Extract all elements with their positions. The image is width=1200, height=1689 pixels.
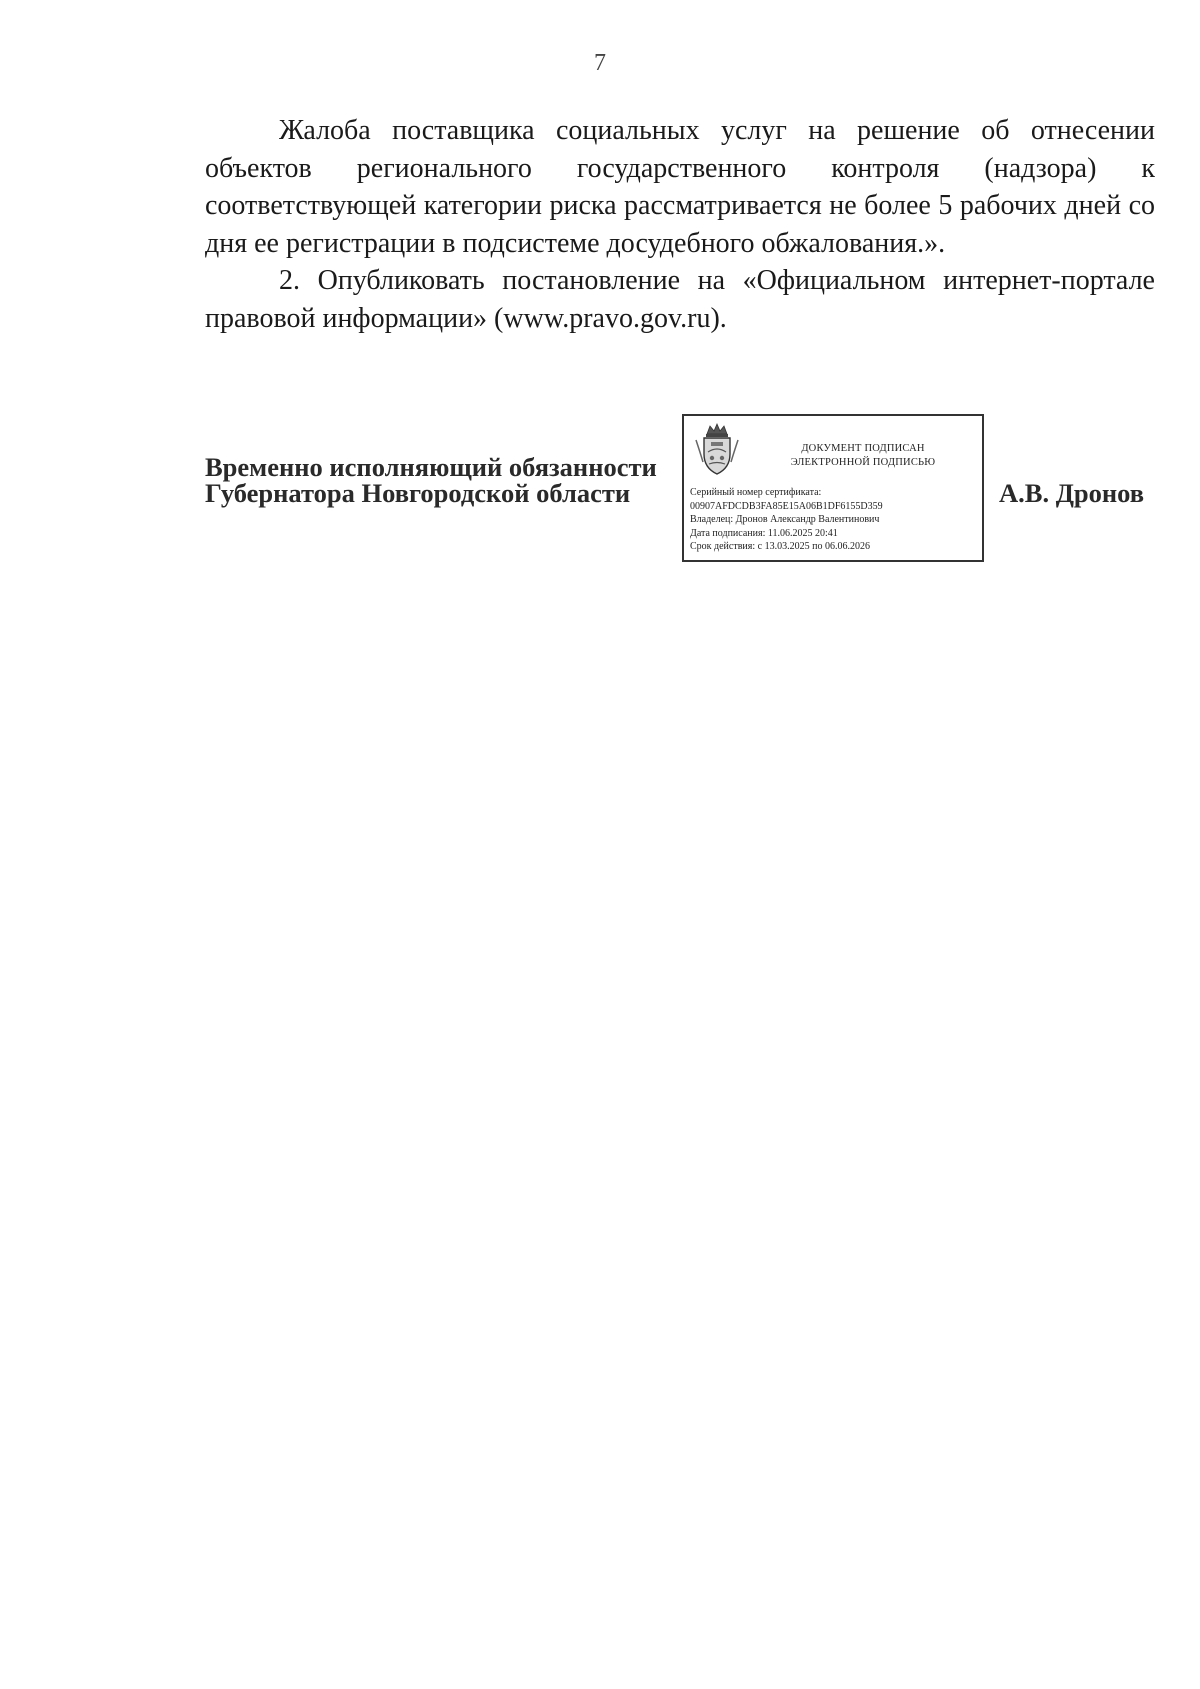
body-paragraph: Жалоба поставщика социальных услуг на решение об отнесении объектов регионального государственного контроля (надзора) к соответствующей категории риска рассматривается не более 5 рабочих дней со дня ее регистрации в подсистеме досудебного обжалования.».	[205, 115, 1155, 259]
esign-validity: Срок действия: с 13.03.2025 по 06.06.2026	[690, 541, 870, 552]
signer-title	[205, 454, 657, 506]
coat-of-arms-icon	[692, 422, 742, 476]
esign-signed-date: Дата подписания: 11.06.2025 20:41	[690, 527, 838, 539]
page-number: 7	[594, 50, 606, 76]
signer-title-line: Губернатора Новгородской области	[205, 478, 631, 508]
signer-title-line: Временно исполняющий обязанности	[205, 452, 657, 482]
esign-serial-value: 00907AFDCDB3FA85E15A06B1DF6155D359	[690, 500, 883, 512]
esign-heading-line: ДОКУМЕНТ ПОДПИСАН	[801, 443, 925, 454]
document-body	[205, 112, 1155, 337]
signer-name: А.В. Дронов	[999, 478, 1145, 508]
electronic-signature-stamp	[682, 414, 984, 562]
body-paragraph: 2. Опубликовать постановление на «Официальном интернет-портале правовой информации» (www.pravo.gov.ru).	[205, 265, 1155, 334]
esign-heading	[746, 442, 980, 470]
esign-heading-line: ЭЛЕКТРОННОЙ ПОДПИСЬЮ	[790, 457, 936, 468]
esign-owner: Владелец: Дронов Александр Валентинович	[690, 514, 880, 525]
esign-details	[690, 486, 982, 554]
esign-serial-label: Серийный номер сертификата:	[690, 487, 822, 498]
